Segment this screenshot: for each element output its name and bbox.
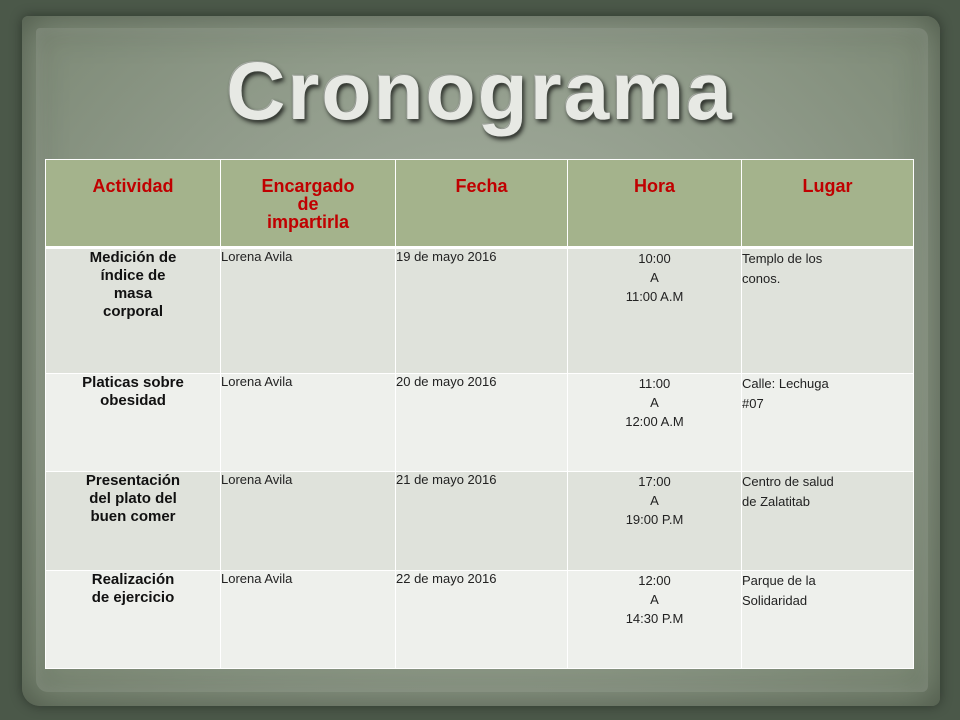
cell-encargado: Lorena Avila <box>221 373 396 471</box>
table-row <box>46 570 914 668</box>
cell-fecha: 20 de mayo 2016 <box>396 373 568 471</box>
cell-hora: 10:00 A 11:00 A.M <box>568 248 742 374</box>
header-fecha: Fecha <box>396 160 568 248</box>
cell-actividad: Medición de índice de masa corporal <box>46 248 221 374</box>
cell-actividad: Platicas sobre obesidad <box>46 373 221 471</box>
header-lugar: Lugar <box>742 160 914 248</box>
header-row <box>46 160 914 248</box>
cell-encargado: Lorena Avila <box>221 472 396 570</box>
cell-actividad: Presentación del plato del buen comer <box>46 472 221 570</box>
table-row <box>46 248 914 374</box>
cell-fecha: 22 de mayo 2016 <box>396 570 568 668</box>
page-title: Cronograma <box>226 46 734 137</box>
schedule-table <box>45 159 914 669</box>
table-row <box>46 373 914 471</box>
table-row <box>46 472 914 570</box>
cell-hora: 12:00 A 14:30 P.M <box>568 570 742 668</box>
cell-lugar: Parque de la Solidaridad <box>742 570 914 668</box>
cell-lugar: Templo de los conos. <box>742 248 914 374</box>
cell-actividad: Realización de ejercicio <box>46 570 221 668</box>
cell-lugar: Calle: Lechuga #07 <box>742 373 914 471</box>
header-encargado: Encargado de impartirla <box>221 160 396 248</box>
header-actividad: Actividad <box>46 160 221 248</box>
cell-encargado: Lorena Avila <box>221 248 396 374</box>
cell-hora: 17:00 A 19:00 P.M <box>568 472 742 570</box>
cell-fecha: 21 de mayo 2016 <box>396 472 568 570</box>
header-hora: Hora <box>568 160 742 248</box>
cell-lugar: Centro de salud de Zalatitab <box>742 472 914 570</box>
cell-fecha: 19 de mayo 2016 <box>396 248 568 374</box>
cell-encargado: Lorena Avila <box>221 570 396 668</box>
cell-hora: 11:00 A 12:00 A.M <box>568 373 742 471</box>
